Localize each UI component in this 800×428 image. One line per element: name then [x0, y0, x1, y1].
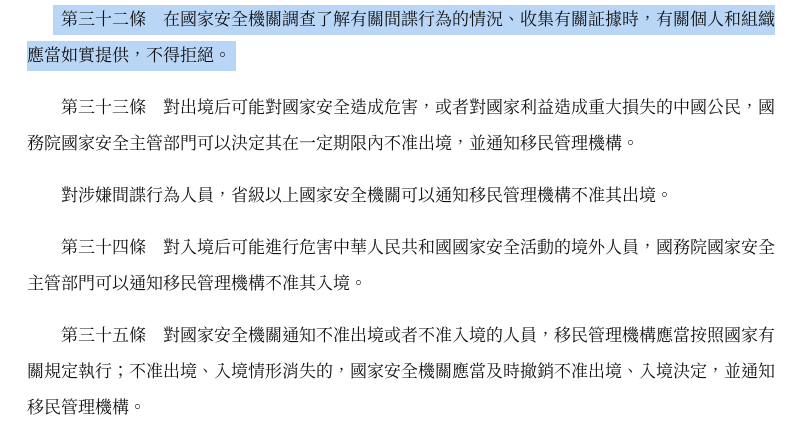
paragraph-article-33: 第三十三條 對出境后可能對國家安全造成危害，或者對國家利益造成重大損失的中國公民，國務院國家安全主管部門可以決定其在一定期限內不准出境，並通知移民管理機構。: [27, 98, 775, 153]
selected-text[interactable]: 第三十二條 在國家安全機關調查了解有關間諜行為的情況、收集有關証據時，有關個人和組織應當如實提供，不得拒絕。: [27, 5, 775, 71]
paragraph-article-32: [27, 2, 775, 74]
paragraph-article-35: 第三十五條 對國家安全機關通知不准出境或者不准入境的人員，移民管理機構應當按照國家有關規定執行；不准出境、入境情形消失的，國家安全機關應當及時撤銷不准出境、入境決定，並通知移民管理機構。: [27, 326, 775, 417]
paragraph-article-33-clause-2: 對涉嫌間諜行為人員，省級以上國家安全機關可以通知移民管理機構不准其出境。: [61, 186, 673, 205]
paragraph-article-34: 第三十四條 對入境后可能進行危害中華人民共和國國家安全活動的境外人員，國務院國家安全主管部門可以通知移民管理機構不准其入境。: [27, 238, 775, 293]
